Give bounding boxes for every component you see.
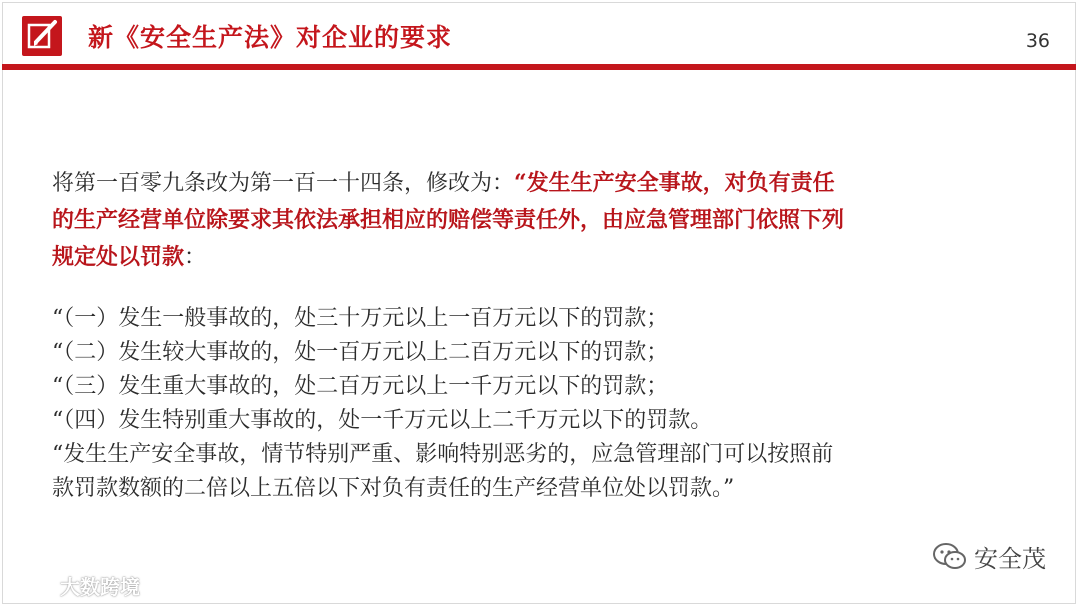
wechat-watermark xyxy=(932,539,1046,574)
list-item: “（一）发生一般事故的，处三十万元以上一百万元以下的罚款； xyxy=(52,306,669,331)
closing-line-2: 款罚款数额的二倍以上五倍以下对负有责任的生产经营单位处以罚款。” xyxy=(52,476,735,501)
intro-highlight-1: “发生生产安全事故，对负有责任 xyxy=(514,170,835,196)
list-item: “（二）发生较大事故的，处一百万元以上二百万元以下的罚款； xyxy=(52,340,669,365)
intro-plain-text: 将第一百零九条改为第一百一十四条，修改为： xyxy=(52,171,515,196)
wechat-icon xyxy=(932,542,968,572)
intro-highlight-3: 规定处以罚款 xyxy=(52,244,185,270)
wechat-account-name: 安全茂 xyxy=(974,545,1046,573)
intro-tail: ： xyxy=(184,245,207,270)
list-item: “（三）发生重大事故的，处二百万元以上一千万元以下的罚款； xyxy=(52,374,669,399)
intro-paragraph xyxy=(52,165,1052,276)
slide-body xyxy=(52,165,1052,506)
slide-title: 新《安全生产法》对企业的要求 xyxy=(88,23,453,52)
brand-logo-icon xyxy=(10,572,54,600)
intro-line-2 xyxy=(52,202,1052,239)
list-item: “（四）发生特别重大事故的，处一千万元以上二千万元以下的罚款。 xyxy=(52,408,713,433)
bottom-left-brand: 大数跨境 xyxy=(60,575,140,599)
intro-line-3 xyxy=(52,239,1052,276)
header-divider xyxy=(2,64,1076,70)
intro-highlight-2: 的生产经营单位除要求其依法承担相应的赔偿等责任外，由应急管理部门依照下列 xyxy=(52,207,845,233)
bottom-left-watermark xyxy=(10,571,140,600)
intro-line-1 xyxy=(52,165,1052,202)
page-number: 36 xyxy=(1025,30,1050,52)
penalty-list xyxy=(52,302,1052,506)
closing-line-1: “发生生产安全事故，情节特别严重、影响特别恶劣的，应急管理部门可以按照前 xyxy=(52,442,834,467)
pen-edit-icon xyxy=(22,16,62,56)
